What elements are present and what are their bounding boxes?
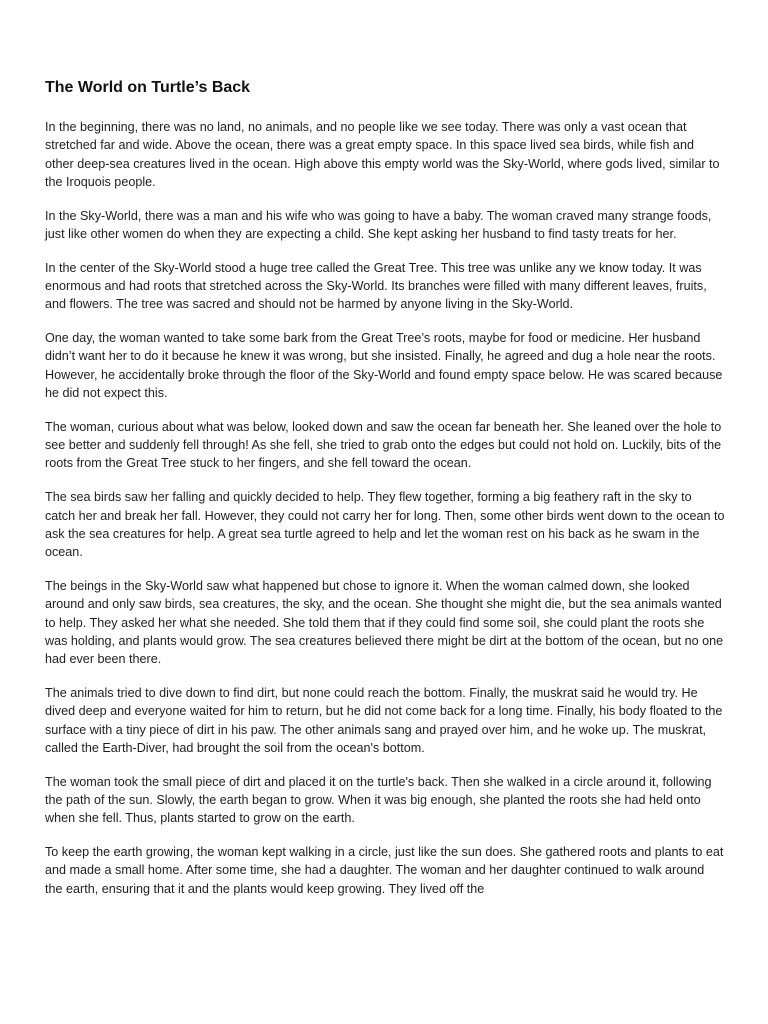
- document-title: The World on Turtle’s Back: [45, 79, 251, 96]
- document-page: [45, 78, 725, 913]
- paragraph-2: In the Sky-World, there was a man and his wife who was going to have a baby. The woman craved many strange foods, just like other women do when they are expecting a child. She kept asking her husband to find tasty treats for her.: [45, 208, 712, 241]
- paragraph-1: In the beginning, there was no land, no animals, and no people like we see today. There was only a vast ocean that stretched far and wide. Above the ocean, there was a great empty space. In this space lived sea birds, while fish and other deep-sea creatures lived in the ocean. High above this empty world was the Sky-World, where gods lived, similar to the Iroquois people.: [45, 120, 720, 189]
- paragraph-8: The animals tried to dive down to find dirt, but none could reach the bottom. Finally, the muskrat said he would try. He dived deep and everyone waited for him to return, but he did not come back for a long time. Finally, his body floated to the surface with a tiny piece of dirt in his paw. The other animals sang and prayed over him, and he woke up. The muskrat, called the Earth-Diver, had brought the soil from the ocean's bottom.: [45, 685, 723, 755]
- paragraph-10: To keep the earth growing, the woman kept walking in a circle, just like the sun does. She gathered roots and plants to eat and made a small home. After some time, she had a daughter. The woman and her daughter continued to walk around the earth, ensuring that it and the plants would keep growing. They lived off the: [45, 845, 724, 896]
- paragraph-4: One day, the woman wanted to take some bark from the Great Tree’s roots, maybe for food or medicine. Her husband didn’t want her to do it because he knew it was wrong, but she insisted. Finally, he agreed and dug a hole near the roots. However, he accidentally broke through the floor of the Sky-World and found empty space below. He was scared because he did not expect this.: [45, 331, 723, 401]
- paragraph-3: In the center of the Sky-World stood a huge tree called the Great Tree. This tree was unlike any we know today. It was enormous and had roots that stretched across the Sky-World. Its branches were filled with many different leaves, fruits, and flowers. The tree was sacred and should not be harmed by anyone living in the Sky-World.: [45, 260, 707, 312]
- paragraph-5: The woman, curious about what was below, looked down and saw the ocean far beneath her. She leaned over the hole to see better and suddenly fell through! As she fell, she tried to grab onto the edges but could not hold on. Luckily, bits of the roots from the Great Tree stuck to her fingers, and she fell toward the ocean.: [45, 419, 722, 471]
- paragraph-6: The sea birds saw her falling and quickly decided to help. They flew together, forming a big feathery raft in the sky to catch her and break her fall. However, they could not carry her for long. Then, some other birds went down to the ocean to ask the sea creatures for help. A great sea turtle agreed to help and let the woman rest on his back as he swam in the ocean.: [45, 490, 725, 560]
- paragraph-7: The beings in the Sky-World saw what happened but chose to ignore it. When the woman calmed down, she looked around and only saw birds, sea creatures, the sky, and the ocean. She thought she might die, but the sea animals wanted to help. They asked her what she needed. She told them that if they could find some soil, she could plant the roots she was holding, and plants would grow. The sea creatures believed there might be dirt at the bottom of the ocean, but no one had ever been there.: [45, 578, 724, 667]
- paragraph-9: The woman took the small piece of dirt and placed it on the turtle's back. Then she walked in a circle around it, following the path of the sun. Slowly, the earth began to grow. When it was big enough, she planted the roots she had held onto when she fell. Thus, plants started to grow on the earth.: [45, 774, 712, 826]
